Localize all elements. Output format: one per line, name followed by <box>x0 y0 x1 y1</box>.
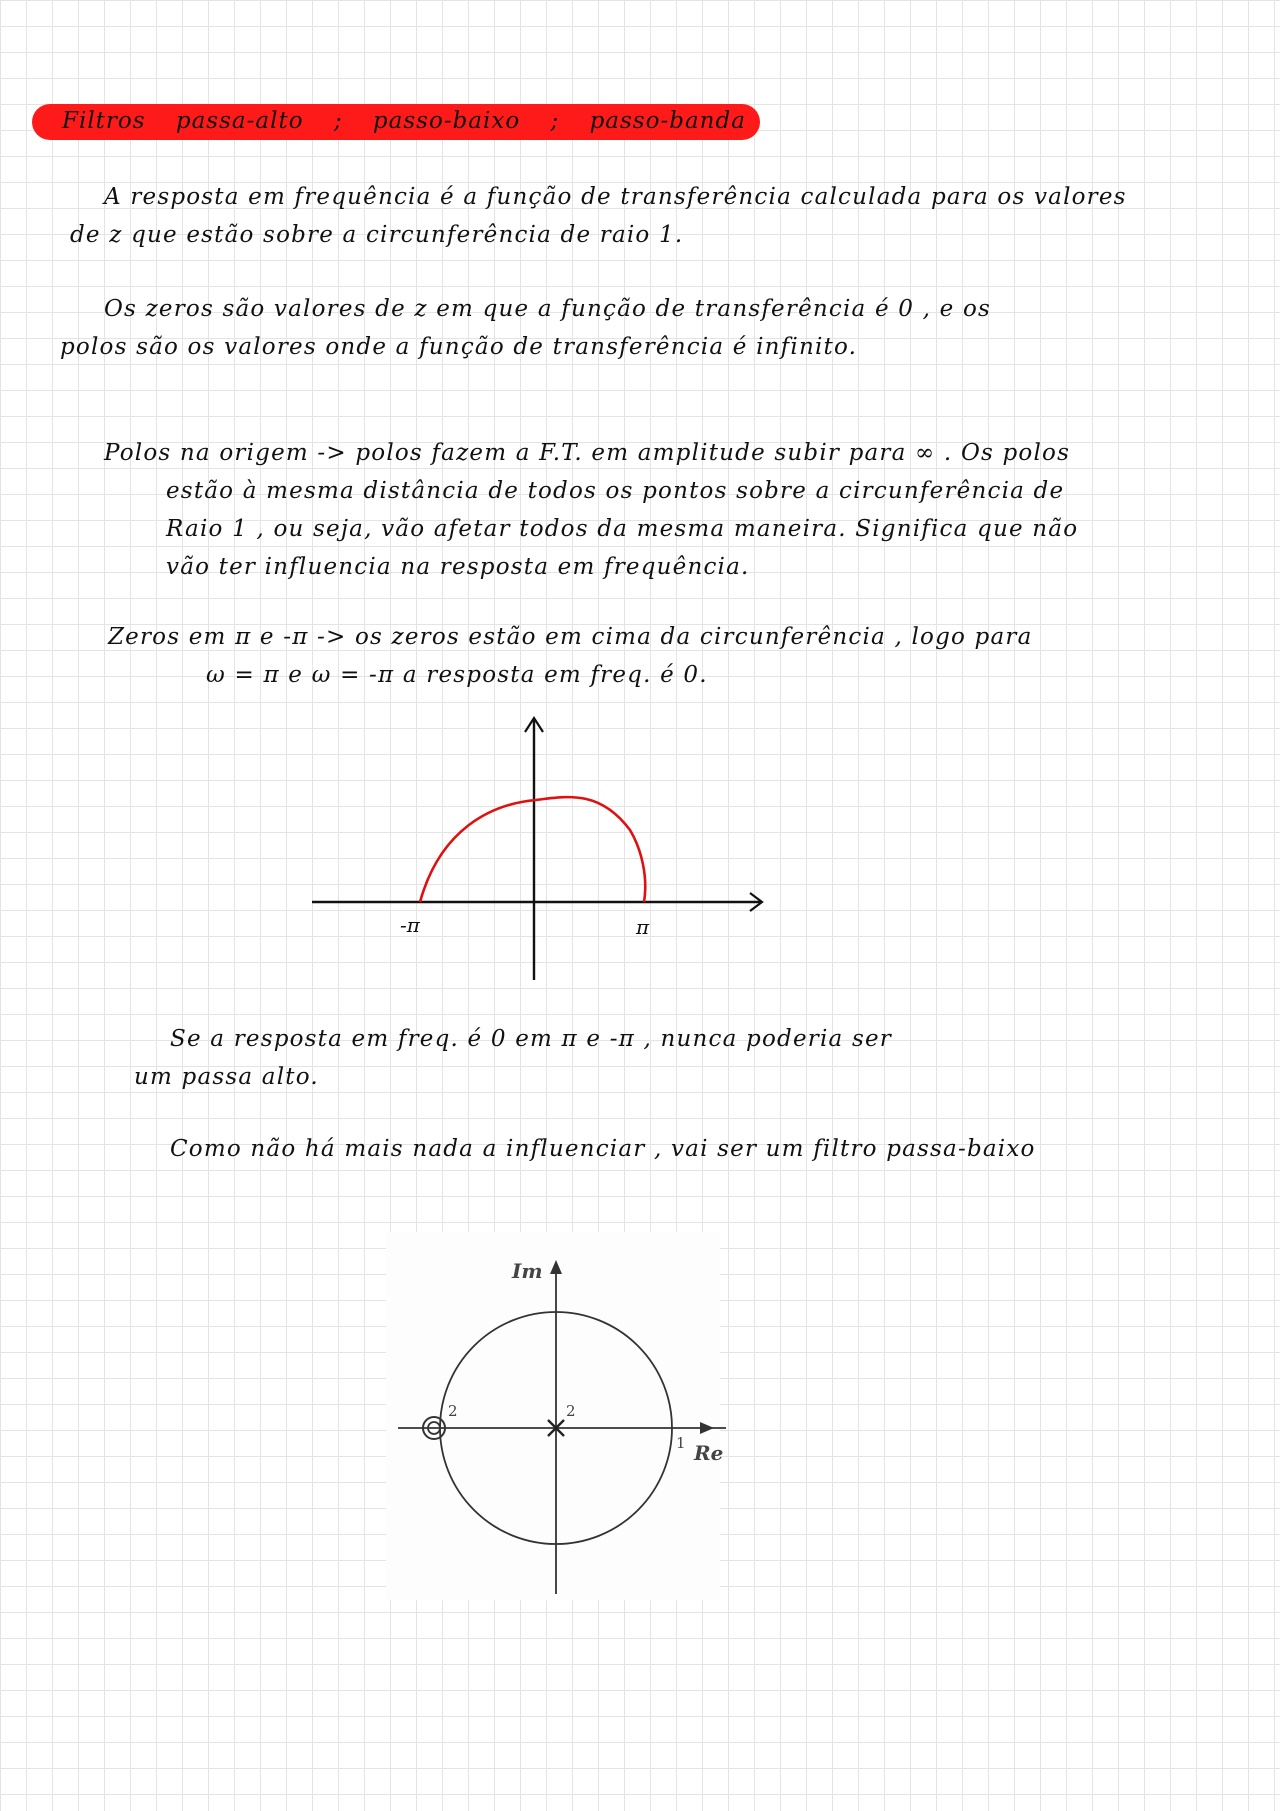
paragraph-3-line-1: Polos na origem -> polos fazem a F.T. em amplitude subir para ∞ . Os polos <box>104 440 1071 466</box>
sketch-right-label: π <box>636 915 650 939</box>
unit-label: 1 <box>676 1434 686 1452</box>
paragraph-4-line-2: ω = π e ω = -π a resposta em freq. é 0. <box>206 662 708 688</box>
real-axis-arrow <box>700 1422 714 1434</box>
paragraph-4-line-1: Zeros em π e -π -> os zeros estão em cima da circunferência , logo para <box>108 624 1033 650</box>
paragraph-5-line-1: Se a resposta em freq. é 0 em π e -π , nunca poderia ser <box>170 1026 892 1052</box>
pole-zero-plot-svg <box>386 1232 724 1600</box>
frequency-response-sketch <box>300 700 780 990</box>
paragraph-1-line-1: A resposta em frequência é a função de transferência calculada para os valores <box>104 184 1127 210</box>
paragraph-3-line-3: Raio 1 , ou seja, vão afetar todos da mesma maneira. Significa que não <box>166 516 1079 542</box>
paragraph-3-line-4: vão ter influencia na resposta em frequência. <box>166 554 750 580</box>
imaginary-axis-arrow <box>550 1260 562 1274</box>
paragraph-3-line-2: estão à mesma distância de todos os pontos sobre a circunferência de <box>166 478 1065 504</box>
re-label: Re <box>694 1441 724 1465</box>
im-label: Im <box>512 1259 543 1283</box>
page-title: Filtros passa-alto ; passo-baixo ; passo-banda <box>62 108 746 134</box>
paragraph-1-line-2: de z que estão sobre a circunferência de raio 1. <box>70 222 684 248</box>
pole-order-label: 2 <box>566 1402 576 1420</box>
sketch-response-curve <box>420 797 645 902</box>
sketch-left-label: -π <box>400 913 420 937</box>
zero-order-label: 2 <box>448 1402 458 1420</box>
paragraph-5-line-2: um passa alto. <box>134 1064 319 1090</box>
pole-zero-plot <box>386 1232 724 1600</box>
paragraph-6-line-1: Como não há mais nada a influenciar , vai ser um filtro passa-baixo <box>170 1136 1036 1162</box>
paragraph-2-line-2: polos são os valores onde a função de transferência é infinito. <box>60 334 858 360</box>
paragraph-2-line-1: Os zeros são valores de z em que a função de transferência é 0 , e os <box>104 296 992 322</box>
